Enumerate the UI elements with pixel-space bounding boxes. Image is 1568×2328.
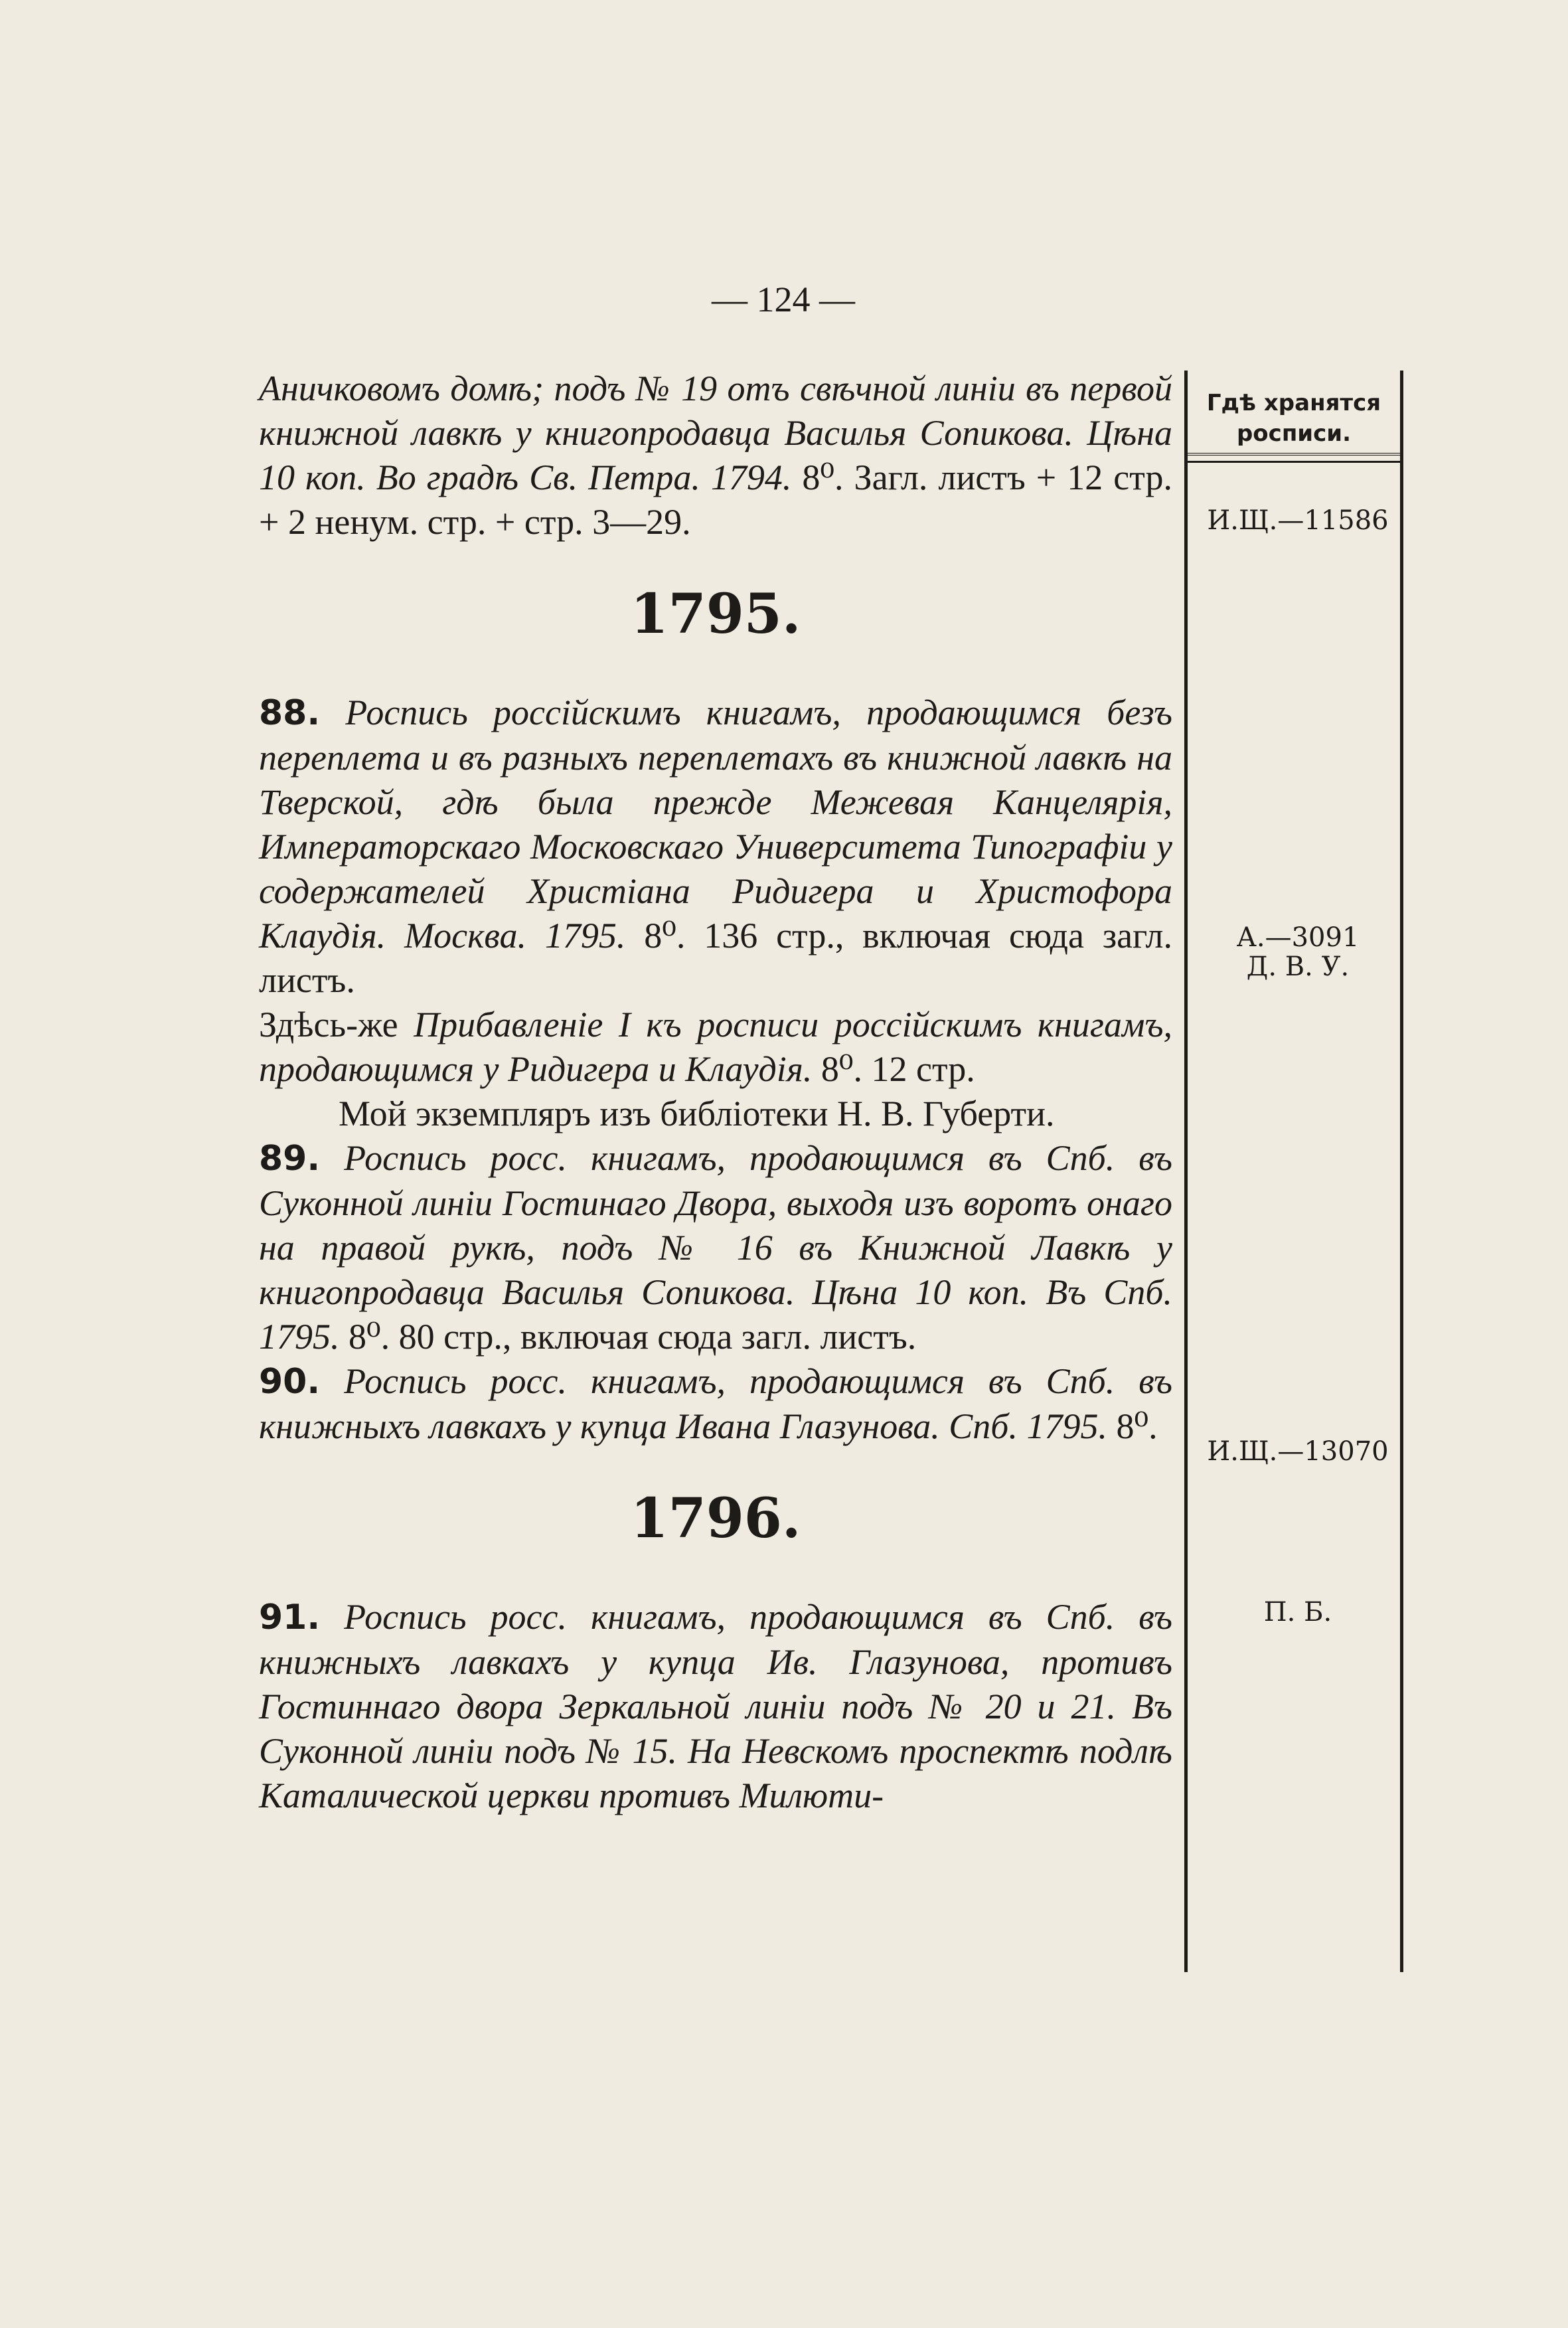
supplement-details: 8⁰. 12 стр. [812, 1049, 975, 1089]
header-rule [1184, 461, 1403, 463]
location-mark: Д. В. У. [1246, 952, 1350, 982]
intro-normal: 8⁰. Загл. листъ + 12 стр. + 2 ненум. стр. + стр. 3—29. [259, 457, 1172, 542]
entry-details: 8⁰. 136 стр., включая сюда загл. листъ. [259, 916, 1172, 1000]
entry-title: Роспись росс. книгамъ, продающимся въ Спб. въ книжныхъ лавкахъ у купца Ивана Глазунова. Спб. 1795. [259, 1361, 1172, 1446]
entry-91 [259, 1595, 1172, 1818]
entry-88 [259, 691, 1172, 1003]
main-text [259, 367, 1172, 1818]
location-column [1184, 371, 1403, 1972]
supplement-prefix: Здѣсь-же [259, 1005, 414, 1044]
entry-details: 8⁰. 80 стр., включая сюда загл. листъ. [339, 1317, 917, 1357]
entry-title: Роспись россiйскимъ книгамъ, продающимся безъ переплета и въ разныхъ переплетахъ въ книжной лавкѣ на Тверской, гдѣ была прежде Межевая Канцелярiя, Императорскаго Московскаго Университета Типографiи у содержателей Христiана Ридигера и Христофора Клаудiя. Москва. 1795. [259, 693, 1172, 956]
entry-number: 89. [259, 1139, 321, 1179]
location-mark: И.Щ.—11586 [1207, 505, 1389, 536]
entry-title: Роспись росс. книгамъ, продающимся въ Спб. въ книжныхъ лавкахъ у купца Ив. Глазунова, противъ Гостиннаго двора Зеркальной линiи подъ № 20 и 21. Въ Суконной линiи подъ № 15. На Невскомъ проспектѣ подлѣ Каталической церкви противъ Милюти- [259, 1597, 1172, 1815]
entry-88-supplement [259, 1003, 1172, 1092]
entry-88-note: Мой экземпляръ изъ библiотеки Н. В. Губерти. [339, 1094, 1055, 1133]
location-column-header: Гдѣ хранятся росписи. [1184, 371, 1403, 456]
entry-details: 8⁰. [1107, 1406, 1158, 1446]
location-mark: А.—3091 [1236, 922, 1360, 953]
location-mark: И.Щ.—13070 [1207, 1436, 1389, 1467]
year-heading: 1796. [630, 1487, 801, 1550]
year-heading: 1795. [630, 582, 801, 646]
entry-89 [259, 1136, 1172, 1359]
page-number: — 124 — [712, 280, 855, 319]
intro-entry [259, 367, 1172, 544]
entry-90 [259, 1359, 1172, 1449]
entry-title: Роспись росс. книгамъ, продающимся въ Спб. въ Суконной линiи Гостинаго Двора, выходя изъ воротъ онаго на правой рукѣ, подъ № 16 въ Книжной Лавкѣ у книгопродавца Василья Сопикова. Цѣна 10 коп. Въ Спб. 1795. [259, 1138, 1172, 1357]
entry-number: 90. [259, 1362, 321, 1402]
entry-number: 88. [259, 693, 321, 733]
location-mark: П. Б. [1263, 1597, 1332, 1627]
supplement-title: Прибавленiе I къ росписи россiйскимъ книгамъ, продающимся у Ридигера и Клаудiя. [259, 1005, 1172, 1089]
intro-italic: Аничковомъ домѣ; подъ № 19 отъ свѣчной линiи въ первой книжной лавкѣ у книгопродавца Василья Сопикова. Цѣна 10 коп. Во градѣ Св. Петра. 1794. [259, 369, 1172, 497]
entry-number: 91. [259, 1598, 321, 1637]
